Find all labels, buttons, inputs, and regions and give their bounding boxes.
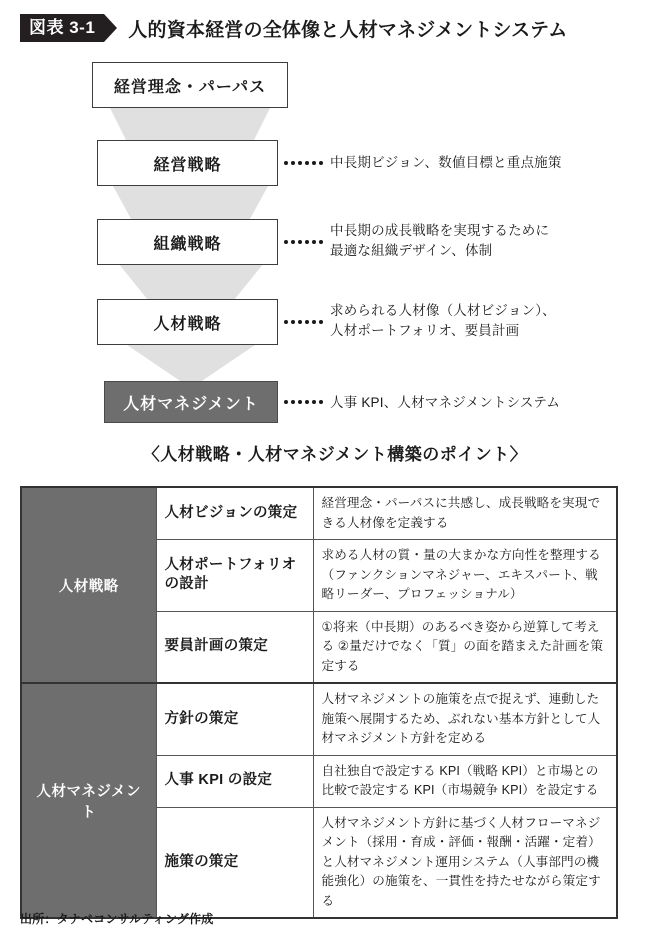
- annotation-organization-strategy: [330, 221, 549, 262]
- points-table: [20, 486, 618, 919]
- table-group-label-talent-strategy: 人材戦略: [21, 487, 156, 683]
- funnel-box-management-strategy: [97, 140, 278, 186]
- table-item-label: 人材ポートフォリオの設計: [156, 540, 313, 612]
- annotation-talent-strategy: [330, 301, 556, 342]
- table-item-description: 人材マネジメント方針に基づく人材フローマネジメント（採用・育成・評価・報酬・活躍・定着）と人材マネジメント運用システム（人事部門の機能強化）の施策を、一貫性を持たせながら策定する: [313, 807, 617, 918]
- leader-dots-management-strategy: [284, 161, 323, 165]
- funnel-box-label: 経営理念・パーパス: [113, 78, 267, 96]
- funnel-box-label: 人材戦略: [153, 315, 222, 333]
- table-item-label: 人事 KPI の設定: [156, 755, 313, 807]
- table-item-description: 人材マネジメントの施策を点で捉えず、連動した施策へ展開するため、ぶれない基本方針として人材マネジメント方針を定める: [313, 683, 617, 755]
- leader-dots-talent-strategy: [284, 320, 323, 324]
- funnel-diagram: [0, 56, 670, 436]
- funnel-box-label: 経営戦略: [153, 156, 222, 174]
- annotation-line: 中長期の成長戦略を実現するために: [330, 223, 550, 238]
- leader-dots-talent-management: [284, 400, 323, 404]
- table-item-label: 方針の策定: [156, 683, 313, 755]
- funnel-box-talent-strategy: [97, 299, 278, 345]
- funnel-box-philosophy: [92, 62, 288, 108]
- funnel-box-organization-strategy: [97, 219, 278, 265]
- funnel-taper-3: [118, 263, 264, 299]
- table-item-description: ①将来（中長期）のあるべき姿から逆算して考える ②量だけでなく「質」の面を踏まえた計画を策定する: [313, 611, 617, 683]
- annotation-line: 中長期ビジョン、数値目標と重点施策: [330, 155, 562, 170]
- table-row: [21, 487, 617, 540]
- funnel-box-label: 組織戦略: [153, 235, 222, 253]
- table-item-label: 人材ビジョンの策定: [156, 487, 313, 540]
- funnel-taper-2: [113, 186, 268, 220]
- table-item-description: 求める人材の質・量の大まかな方向性を整理する（ファンクションマネジャー、エキスパート、戦略リーダー、プロフェッショナル）: [313, 540, 617, 612]
- funnel-taper-4: [124, 343, 258, 381]
- source-note: 出所：タナベコンサルティング作成: [20, 912, 214, 926]
- annotation-talent-management: [330, 393, 560, 413]
- page-title: 人的資本経営の全体像と人材マネジメントシステム: [128, 19, 568, 41]
- leader-dots-organization-strategy: [284, 240, 323, 244]
- annotation-management-strategy: [330, 153, 562, 173]
- annotation-line: 最適な組織デザイン、体制: [330, 243, 493, 259]
- table-row: [21, 683, 617, 755]
- funnel-taper-1: [110, 108, 270, 140]
- badge-arrow-icon: [104, 14, 117, 42]
- table-item-description: 経営理念・パーパスに共感し、成長戦略を実現できる人材像を定義する: [313, 487, 617, 540]
- annotation-line: 求められる人材像（人材ビジョン）、: [330, 303, 556, 318]
- funnel-box-label: 人材マネジメント: [123, 395, 259, 413]
- annotation-line: 人材ポートフォリオ、要員計画: [330, 323, 520, 339]
- table-group-label-talent-management: 人材マネジメント: [21, 683, 156, 918]
- table-item-label: 施策の策定: [156, 807, 313, 918]
- figure-header: [20, 14, 567, 42]
- funnel-box-talent-management: [104, 381, 278, 423]
- annotation-line: 人事 KPI、人材マネジメントシステム: [330, 395, 561, 410]
- section-subheading: 〈人材戦略・人材マネジメント構築のポイント〉: [142, 445, 528, 464]
- table-item-description: 自社独自で設定する KPI（戦略 KPI）と市場との比較で設定する KPI（市場競争 KPI）を設定する: [313, 755, 617, 807]
- table-item-label: 要員計画の策定: [156, 611, 313, 683]
- figure-number-badge: 図表 3-1: [20, 14, 104, 42]
